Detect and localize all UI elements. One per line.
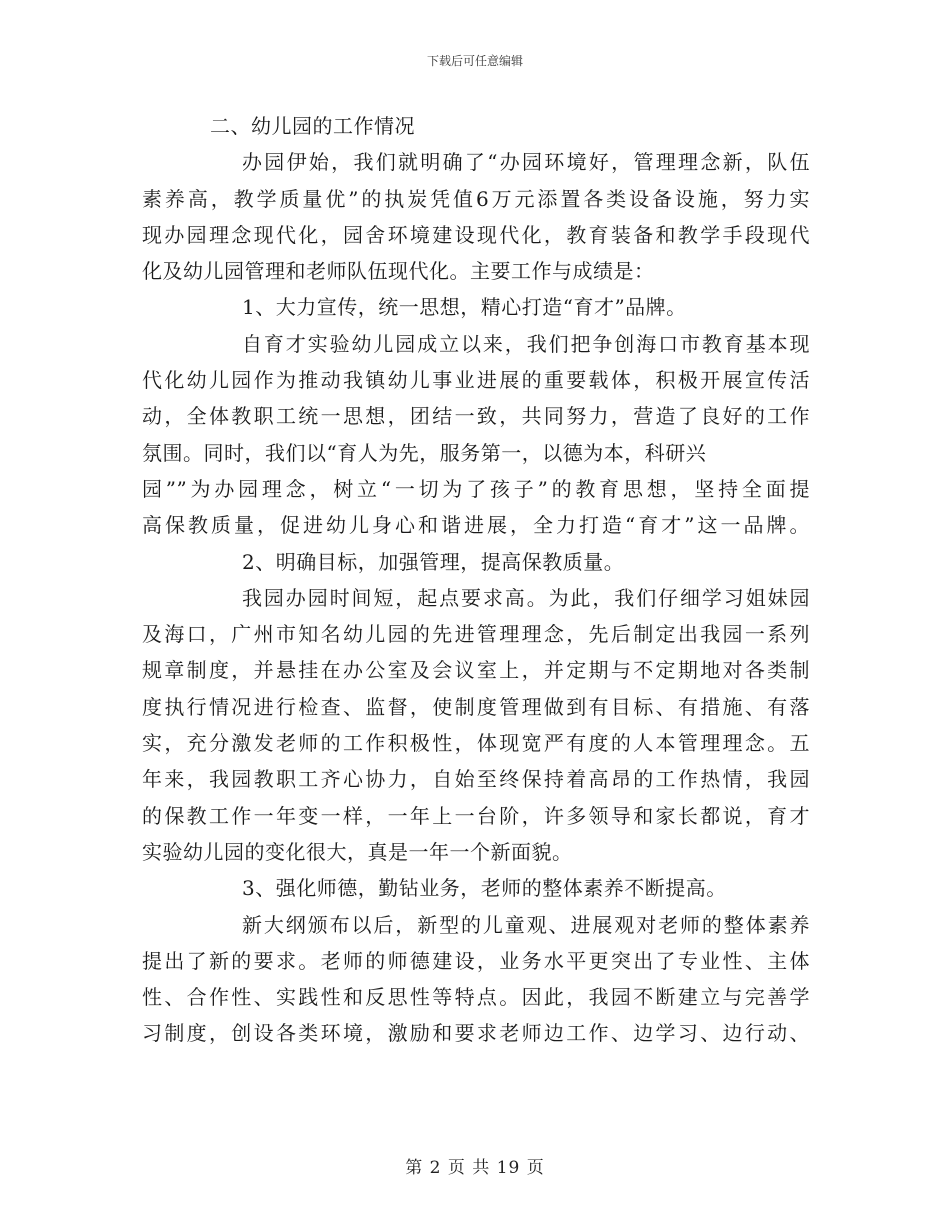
document-body	[142, 108, 810, 1052]
paragraph-line: 实，充分激发老师的工作积极性，体现宽严有度的人本管理理念。五	[142, 731, 810, 756]
paragraph-line: 园””为办园理念，树立“一切为了孩子”的教育思想，坚持全面提	[142, 476, 810, 501]
paragraph-line: 规章制度，并悬挂在办公室及会议室上，并定期与不定期地对各类制	[142, 658, 810, 683]
paragraph-line: 办园伊始，我们就明确了“办园环境好，管理理念新，队伍	[242, 150, 810, 175]
paragraph-line: 度执行情况进行检查、监督，使制度管理做到有目标、有措施、有落	[142, 694, 810, 719]
paragraph-line: 现办园理念现代化，园舍环境建设现代化，教育装备和教学手段现代	[142, 222, 810, 247]
page-footer: 第 2 页 共 19 页	[405, 1158, 545, 1178]
subsection-heading: 3、强化师德，勤钻业务，老师的整体素养不断提高。	[242, 876, 727, 901]
section-heading: 二、幼儿园的工作情况	[210, 114, 415, 138]
paragraph-line: 实验幼儿园的变化很大，真是一年一个新面貌。	[142, 839, 573, 864]
paragraph-line: 素养高，教学质量优”的执炭凭值6万元添置各类设备设施，努力实	[142, 186, 810, 211]
paragraph-line: 提出了新的要求。老师的师德建设，业务水平更突出了专业性、主体	[142, 948, 810, 973]
paragraph-line: 高保教质量，促进幼儿身心和谐进展，全力打造“育才”这一品牌。	[142, 513, 810, 538]
paragraph-line: 我园办园时间短，起点要求高。为此，我们仔细学习姐妹园	[242, 585, 810, 610]
paragraph-line: 化及幼儿园管理和老师队伍现代化。主要工作与成绩是：	[142, 259, 655, 284]
paragraph-line: 的保教工作一年变一样，一年上一台阶，许多领导和家长都说，育才	[142, 803, 810, 828]
page-header: 下载后可任意编辑	[426, 54, 523, 68]
paragraph-line: 及海口，广州市知名幼儿园的先进管理理念，先后制定出我园一系列	[142, 622, 810, 647]
paragraph-line: 性、合作性、实践性和反思性等特点。因此，我园不断建立与完善学	[142, 985, 810, 1010]
paragraph-line: 年来，我园教职工齐心协力，自始至终保持着高昂的工作热情，我园	[142, 767, 810, 792]
paragraph-line: 动，全体教职工统一思想，团结一致，共同努力，营造了良好的工作	[142, 404, 810, 429]
paragraph-line: 新大纲颁布以后，新型的儿童观、进展观对老师的整体素养	[242, 912, 810, 937]
subsection-heading: 2、明确目标，加强管理，提高保教质量。	[242, 549, 625, 574]
paragraph-line: 氛围。同时，我们以“育人为先，服务第一，以德为本，科研兴	[142, 440, 707, 465]
paragraph-line: 习制度，创设各类环境，激励和要求老师边工作、边学习、边行动、	[142, 1021, 810, 1046]
paragraph-line: 代化幼儿园作为推动我镇幼儿事业进展的重要载体，积极开展宣传活	[142, 368, 810, 393]
subsection-heading: 1、大力宣传，统一思想，精心打造“育才”品牌。	[242, 295, 687, 320]
paragraph-line: 自育才实验幼儿园成立以来，我们把争创海口市教育基本现	[242, 331, 810, 356]
